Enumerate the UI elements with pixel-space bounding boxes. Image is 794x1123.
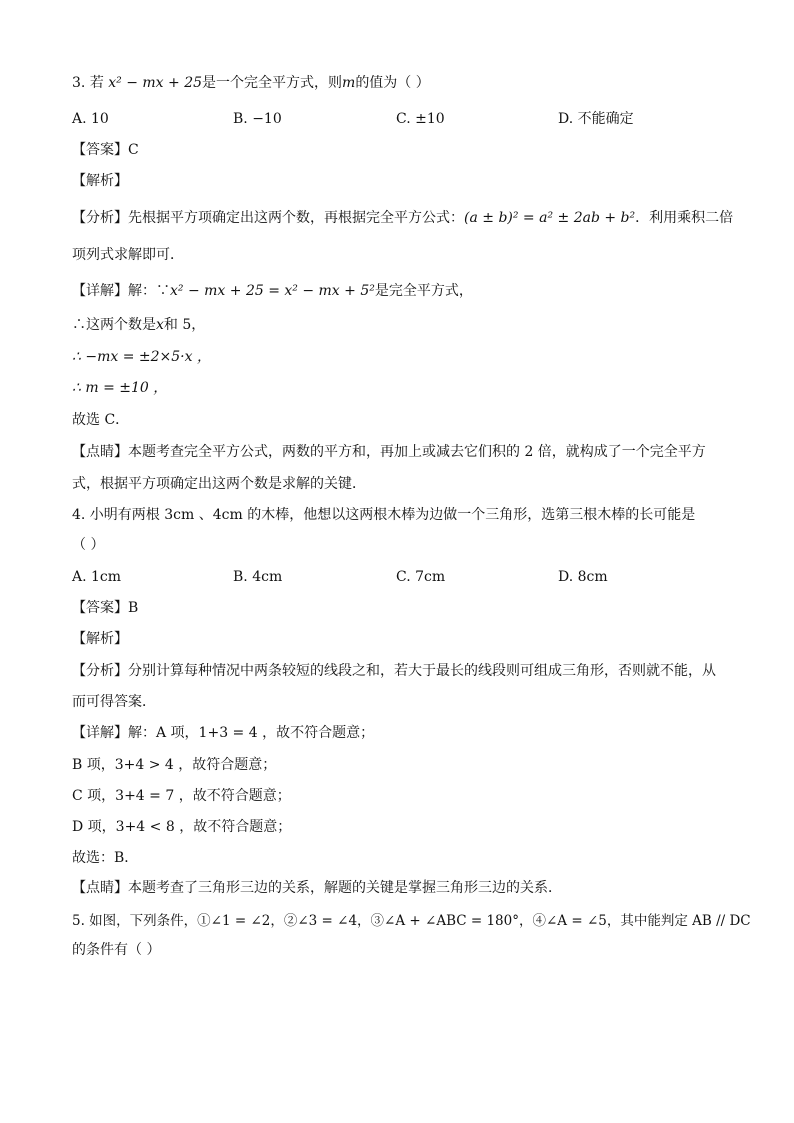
xiangjie-formula: ∴ −mx = ±2×5·x ， xyxy=(72,349,211,365)
answer-tag: 【答案】 xyxy=(72,142,128,158)
q3-fenxi-line2 xyxy=(72,245,184,265)
option-label: C. xyxy=(396,569,411,585)
answer-value: B xyxy=(128,600,139,616)
q4-stem: （ ） xyxy=(72,537,105,553)
option-text: 10 xyxy=(91,111,109,127)
xiangjie-text: 和 5， xyxy=(163,317,206,333)
q4-stem-line1 xyxy=(72,505,695,525)
option-label: D. xyxy=(558,569,574,585)
option-text: 1cm xyxy=(91,569,122,585)
fenxi-text: 先根据平方项确定出这两个数，再根据完全平方公式： xyxy=(128,210,464,226)
xiangjie-text: 故选 C． xyxy=(72,412,130,428)
q4-option-c xyxy=(396,567,445,587)
xiangjie-text: 解：∵ xyxy=(128,283,170,299)
q4-dianjing-line1 xyxy=(72,878,562,898)
q5-stem: 5. 如图，下列条件，①∠1 = ∠2，②∠3 = ∠4，③∠A + ∠ABC = 180°，④∠A = ∠5，其中能判定 AB // DC xyxy=(72,913,751,929)
fenxi-text: ．利用乘积二倍 xyxy=(635,210,734,226)
q3-option-c xyxy=(396,109,445,129)
xiangjie-text: 故选：B． xyxy=(72,850,139,866)
option-label: C. xyxy=(396,111,411,127)
q3-xiangjie-line4 xyxy=(72,378,167,398)
dianjing-text: 式，根据平方项确定出这两个数是求解的关键． xyxy=(72,476,366,492)
answer-value: C xyxy=(128,142,139,158)
q3-answer xyxy=(72,140,139,160)
dianjing-tag: 【点睛】 xyxy=(72,444,128,460)
q3-analysis-tag xyxy=(72,171,128,191)
q4-stem-line2 xyxy=(72,535,104,555)
q4-option-a xyxy=(72,567,121,587)
dianjing-text: 本题考查了三角形三边的关系，解题的关键是掌握三角形三边的关系． xyxy=(128,880,562,896)
q4-xiangjie-line1 xyxy=(72,723,374,743)
q3-xiangjie-line3 xyxy=(72,347,211,367)
option-text: ±10 xyxy=(415,111,445,127)
q3-option-b xyxy=(233,109,282,129)
q3-dianjing-line2 xyxy=(72,474,366,494)
q4-option-d xyxy=(558,567,608,587)
xiangjie-text: C 项，3+4 = 7 ，故不符合题意； xyxy=(72,788,291,804)
q4-xiangjie-line5 xyxy=(72,848,138,868)
q3-stem-b: 是一个完全平方式，则 xyxy=(202,75,343,91)
q4-xiangjie-line4 xyxy=(72,817,291,837)
xiangjie-tag: 【详解】 xyxy=(72,725,128,741)
option-label: B. xyxy=(233,111,248,127)
fenxi-text: 而可得答案． xyxy=(72,694,156,710)
xiangjie-text: D 项，3+4 < 8 ，故不符合题意； xyxy=(72,819,292,835)
q4-stem: 4. 小明有两根 3cm 、4cm 的木棒，他想以这两根木棒为边做一个三角形，选第三根木棒的长可能是 xyxy=(72,507,696,523)
option-text: −10 xyxy=(252,111,282,127)
analysis-tag: 【解析】 xyxy=(72,173,128,189)
q3-var-m: m xyxy=(342,75,356,91)
option-text: 不能确定 xyxy=(577,111,634,127)
option-text: 7cm xyxy=(415,569,446,585)
dianjing-text: 本题考查完全平方公式，两数的平方和，再加上或减去它们积的 2 倍，就构成了一个完全平方 xyxy=(128,444,706,460)
q3-option-a xyxy=(72,109,109,129)
q5-stem-line2 xyxy=(72,940,160,960)
dianjing-tag: 【点睛】 xyxy=(72,880,128,896)
xiangjie-text: ∴这两个数是 xyxy=(72,317,156,333)
q4-xiangjie-line3 xyxy=(72,786,291,806)
q3-dianjing-line1 xyxy=(72,442,706,462)
q3-xiangjie-line5 xyxy=(72,410,129,430)
q4-fenxi-line1 xyxy=(72,661,716,681)
fenxi-tag: 【分析】 xyxy=(72,663,128,679)
option-label: D. xyxy=(558,111,574,127)
option-label: B. xyxy=(233,569,248,585)
q4-xiangjie-line2 xyxy=(72,755,276,775)
q4-answer xyxy=(72,598,138,618)
xiangjie-formula: ∴ m = ±10 ， xyxy=(72,380,168,396)
option-text: 4cm xyxy=(252,569,283,585)
xiangjie-text: 是完全平方式， xyxy=(374,283,473,299)
q3-fenxi-line1 xyxy=(72,208,733,228)
fenxi-tag: 【分析】 xyxy=(72,210,128,226)
q3-formula: x² − mx + 25 xyxy=(108,75,203,91)
fenxi-text: 分别计算每种情况中两条较短的线段之和，若大于最长的线段则可组成三角形，否则就不能，从 xyxy=(128,663,716,679)
option-label: A. xyxy=(72,111,87,127)
q3-number: 3. xyxy=(72,75,86,91)
xiangjie-tag: 【详解】 xyxy=(72,283,128,299)
analysis-tag: 【解析】 xyxy=(72,631,128,647)
q4-fenxi-line2 xyxy=(72,692,156,712)
q3-stem xyxy=(72,73,430,93)
q5-stem: 的条件有（ ） xyxy=(72,942,161,958)
option-label: A. xyxy=(72,569,87,585)
answer-tag: 【答案】 xyxy=(72,600,128,616)
q3-xiangjie-line1 xyxy=(72,281,473,301)
q4-option-b xyxy=(233,567,282,587)
q3-stem-a: 若 xyxy=(89,75,104,91)
var-x: x xyxy=(156,317,164,333)
q5-stem-line1 xyxy=(72,911,751,931)
xiangjie-formula: x² − mx + 25 = x² − mx + 5² xyxy=(170,283,375,299)
xiangjie-text: B 项，3+4 > 4 ，故符合题意； xyxy=(72,757,277,773)
option-text: 8cm xyxy=(577,569,608,585)
q3-option-d xyxy=(558,109,634,129)
q4-analysis-tag xyxy=(72,629,128,649)
fenxi-text: 项列式求解即可． xyxy=(72,247,184,263)
q3-xiangjie-line2 xyxy=(72,315,205,335)
q3-stem-c: 的值为（ ） xyxy=(355,75,430,91)
square-formula: (a ± b)² = a² ± 2ab + b² xyxy=(464,210,636,226)
xiangjie-text: 解：A 项，1+3 = 4 ，故不符合题意； xyxy=(128,725,375,741)
